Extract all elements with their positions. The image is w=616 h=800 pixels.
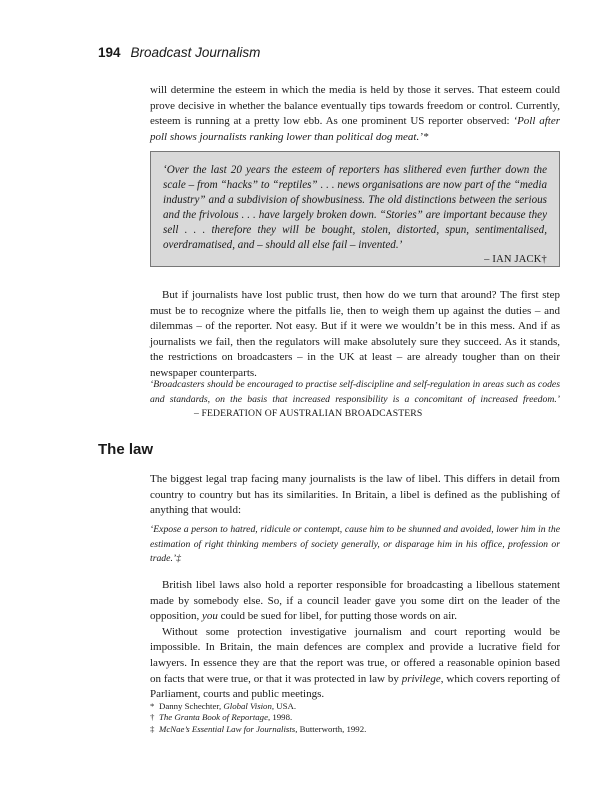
intro-quote: ‘Poll after poll shows journalists ranking lower than political dog meat.’*: [150, 115, 560, 143]
footnote-mark: †: [150, 712, 155, 723]
libel-definition-quote: [150, 523, 560, 567]
footnotes: [150, 701, 560, 735]
running-title: Broadcast Journalism: [130, 45, 261, 60]
footnote-detail: , 1998.: [267, 712, 293, 723]
intro-paragraph: [150, 83, 560, 145]
broadcasters-quote-text: ‘Broadcasters should be encouraged to practise self-discipline and self-regulation in areas such as codes and standards, on the basis that increased responsibility is a concomitant of increased freedom.’: [150, 379, 560, 405]
trust-paragraph-block: [150, 288, 560, 382]
boxed-quote-text: ‘Over the last 20 years the esteem of reporters has slithered even further down the scale – from “hacks” to “reptiles” . . . news organisations are now part of the “media industry” and a subdivision of showbusiness. The old distinctions between the serious and the frivolous . . . have largely broken down. “Stories” are important because they sell . . . therefore they will be bought, stolen, distorted, spun, sentimentalised, overdramatised, and – should all else fail – invented.’: [163, 164, 547, 251]
boxed-quote-attribution: – IAN JACK†: [484, 254, 547, 266]
footnote-detail: , Butterworth, 1992.: [295, 723, 367, 734]
footnote-mark: ‡: [150, 723, 155, 734]
footnote: [150, 724, 560, 735]
british-libel-text-a: British libel laws also hold a reporter responsible for broadcasting a libellous statement made by somebody else. So, if a council leader gave you some dirt on the leader of the opposition,: [150, 579, 560, 623]
libel-paragraph: The biggest legal trap facing many journalists is the law of libel. This differs in detail from country to country but has its similarities. In Britain, a libel is defined as the publishing of anything that would:: [150, 473, 560, 517]
broadcasters-quote: [150, 378, 560, 422]
libel-definition-text: ‘Expose a person to hatred, ridicule or contempt, cause him to be shunned and avoided, lower him in the estimation of right thinking members of society generally, or disparage him in his office, profession or trade.’‡: [150, 524, 560, 565]
libel-paragraph-block: [150, 472, 560, 519]
boxed-quote: [150, 151, 560, 267]
trust-paragraph: But if journalists have lost public trust, then how do we turn that around? The first step must be to recognize where the pitfalls lie, then to weigh them up against the duties – and dilemmas – of the reporter. Not easy. But if it were we wouldn’t be in this mess. And if as journalists we fail, then the regulators will make absolutely sure they succeed. As it stands, the restrictions on broadcasters – in the UK at least – are already tougher than on their newspaper counterparts.: [150, 289, 560, 379]
broadcasters-quote-attribution: – FEDERATION OF AUSTRALIAN BROADCASTERS: [194, 408, 423, 420]
footnote-title: Global Vision: [223, 701, 272, 711]
section-heading: The law: [98, 441, 154, 458]
british-libel-emphasis: you: [201, 610, 218, 623]
intro-paragraph-block: [150, 83, 560, 145]
protection-text-a: Without some protection investigative journalism and court reporting would be impossible. In Britain, the main defences are complex and provide a lucrative field for lawyers. In essence they are that the report was true, or offered a reasonable opinion based on facts that were true, or that it was protected in law by: [150, 625, 560, 685]
british-libel-text-b: could be sued for libel, for putting those words on air.: [220, 610, 458, 623]
intro-text: will determine the esteem in which the media is held by those it serves. That esteem could prove decisive in whether the balance eventually tips towards freedom or control. Currently, esteem is running at a pretty low ebb. As one prominent US reporter observed:: [150, 84, 560, 128]
libel-laws-block: [150, 578, 560, 703]
footnote-title: McNae’s Essential Law for Journalists: [159, 723, 296, 734]
footnote-mark: *: [150, 701, 155, 711]
page-header: [98, 44, 260, 64]
protection-paragraph: [150, 625, 560, 703]
page-number: 194: [98, 45, 121, 60]
footnote-title: The Granta Book of Reportage: [159, 712, 268, 723]
protection-text-b: , which covers reporting of Parliament, courts and public meetings.: [150, 672, 560, 701]
british-libel-paragraph: [150, 578, 560, 625]
footnote: [150, 712, 560, 723]
footnote-detail: , USA.: [271, 701, 297, 711]
footnote-author: Danny Schechter,: [159, 701, 222, 711]
footnote: [150, 701, 560, 712]
protection-emphasis: privilege: [401, 672, 441, 685]
